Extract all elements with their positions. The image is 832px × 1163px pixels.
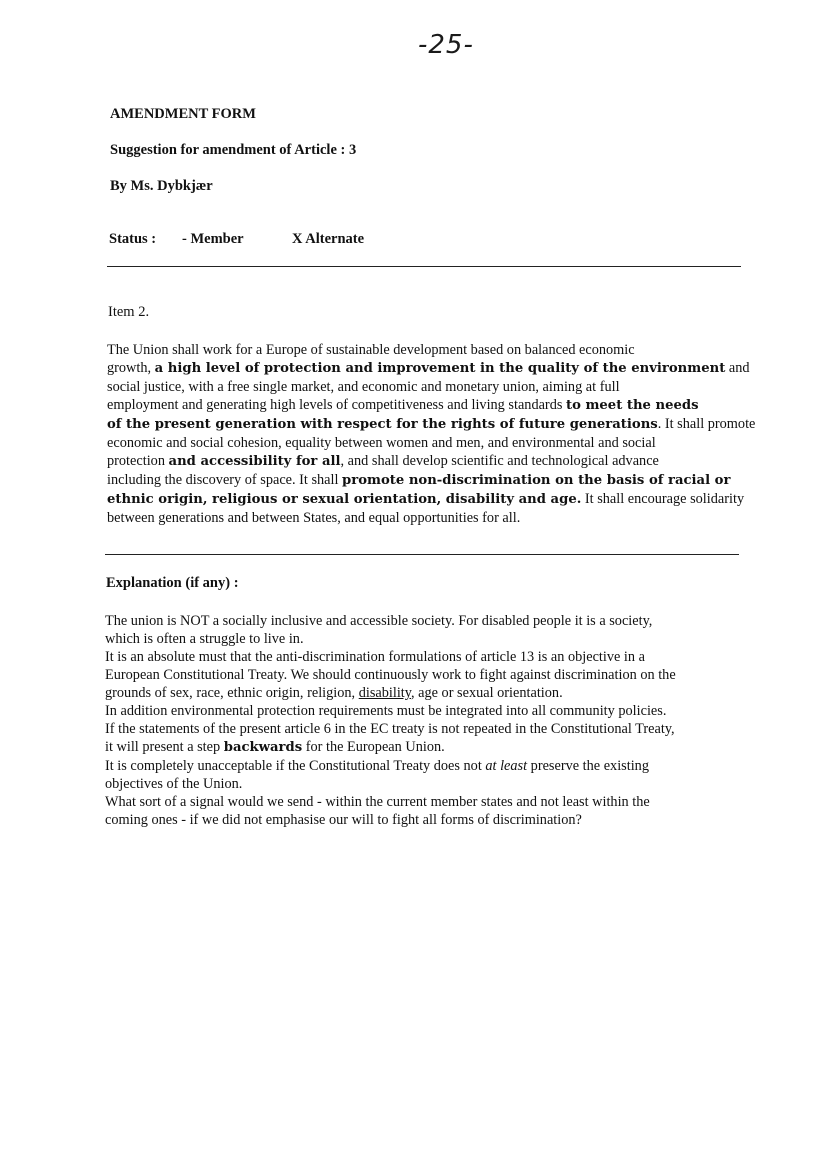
text-run: It is an absolute must that the anti-discrimination formulations of article 13 is an objective in a [105,649,645,665]
text-run: . It shall promote [657,416,756,432]
text-run: between generations and between States, and equal opportunities for all. [107,510,521,526]
bold-text: promote non-discrimination on the basis of racial or [342,473,731,488]
text-line [107,471,755,490]
text-run: including the discovery of space. It shall [107,472,343,488]
text-line [105,720,676,738]
text-run: it will present a step [105,739,224,755]
text-run: It shall encourage solidarity [581,491,745,507]
text-line [107,341,755,359]
text-run: In addition environmental protection requirements must be integrated into all community policies. [105,703,667,719]
text-line [107,509,755,527]
text-run: growth, [107,360,155,376]
form-title: AMENDMENT FORM [110,106,256,122]
text-line [107,490,755,509]
text-run: European Constitutional Treaty. We should continuously work to fight against discrimination on the [105,667,676,683]
divider [105,554,739,555]
bold-text: backwards [223,740,303,755]
text-run: coming ones - if we did not emphasise our will to fight all forms of discrimination? [105,812,582,828]
text-line [105,775,676,793]
status-member: - Member [182,231,244,247]
status-label: Status : [109,231,157,247]
author-line: By Ms. Dybkjær [110,178,213,194]
text-run: protection [107,453,169,469]
underlined-text: disability [358,685,411,701]
text-run: which is often a struggle to live in. [105,631,304,647]
text-run: grounds of sex, race, ethnic origin, religion, [105,685,359,701]
page-number: -25- [418,30,474,60]
text-line [107,434,755,452]
text-line [107,452,755,471]
explanation-heading: Explanation (if any) : [106,575,239,591]
text-line [105,648,676,666]
text-line [105,612,676,630]
text-line [107,415,755,434]
status-alternate: X Alternate [292,231,365,247]
bold-text: ethnic origin, religious or sexual orientation, disability and age. [107,492,582,507]
amendment-text [107,341,755,527]
text-run: for the European Union. [302,739,445,755]
text-run: economic and social cohesion, equality between women and men, and environmental and social [107,435,656,451]
article-reference: Suggestion for amendment of Article : 3 [110,142,357,158]
text-line [105,793,676,811]
explanation-text [105,612,676,829]
text-run: What sort of a signal would we send - within the current member states and not least within the [105,794,650,810]
divider [107,266,741,267]
text-run: The Union shall work for a Europe of sustainable development based on balanced economic [107,342,635,358]
text-line [105,811,676,829]
text-run: social justice, with a free single market, and economic and monetary union, aiming at full [107,379,620,395]
text-run: , age or sexual orientation. [411,685,563,701]
bold-text: a high level of protection and improvement in the quality of the environment [154,361,726,376]
bold-text: and accessibility for all [168,454,341,469]
text-line [107,359,755,378]
bold-text: to meet the needs [565,398,699,413]
item-label: Item 2. [108,304,150,320]
text-run: If the statements of the present article 6 in the EC treaty is not repeated in the Constitutional Treaty, [105,721,675,737]
text-line [105,738,676,757]
text-run: , and shall develop scientific and technological advance [340,453,659,469]
text-line [105,684,676,702]
text-line [105,666,676,684]
text-line [107,378,755,396]
text-line [107,396,755,415]
text-run: The union is NOT a socially inclusive and accessible society. For disabled people it is a society, [105,613,653,629]
text-line [105,757,676,775]
text-run: and [725,360,750,376]
text-run: employment and generating high levels of competitiveness and living standards [107,397,566,413]
text-line [105,630,676,648]
bold-text: of the present generation with respect for the rights of future generations [107,417,658,432]
text-run: It is completely unacceptable if the Constitutional Treaty does not [105,758,486,774]
text-run: objectives of the Union. [105,776,243,792]
text-line [105,702,676,720]
text-run: preserve the existing [527,758,649,774]
italic-text: at least [485,758,528,774]
